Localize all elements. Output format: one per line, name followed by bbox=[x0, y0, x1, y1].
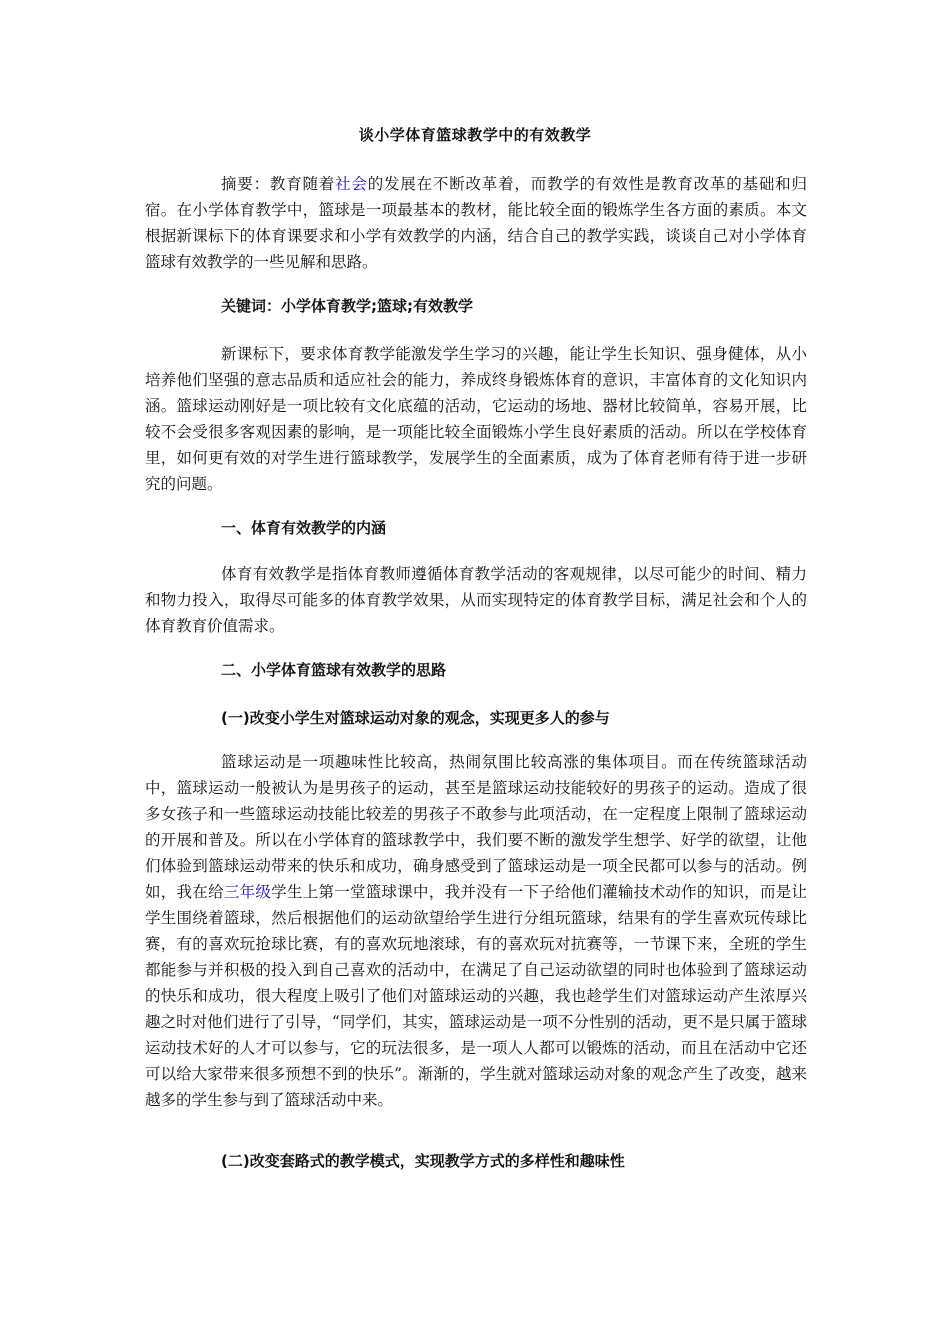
subsection1-heading: (一)改变小学生对篮球运动对象的观念，实现更多人的参与 bbox=[221, 709, 610, 727]
subsection1-text-start: 篮球运动是一项趣味性比较高，热闹氛围比较高涨的集体项目。而在传统篮球活动中，篮球运动一般被认为是男孩子的运动，甚至是篮球运动技能较好的男孩子的运动。造成了很多女孩子和一些篮球运动技能比较差的男孩子不敢参与此项活动，在一定程度上限制了篮球运动的开展和普及。所以在小学体育的篮球教学中，我们要不断的激发学生想学、好学的欲望，让他们体验到篮球运动带来的快乐和成功，确身感受到了篮球运动是一项全民都可以参与的活动。例如，我在给 bbox=[145, 753, 807, 901]
subsection2-heading: (二)改变套路式的教学模式，实现教学方式的多样性和趣味性 bbox=[221, 1152, 625, 1170]
subsection1-paragraph bbox=[145, 749, 807, 1113]
abstract-text-start: 摘要：教育随着 bbox=[221, 175, 336, 193]
grade3-link[interactable]: 三年级 bbox=[223, 883, 272, 901]
section1-paragraph: 体育有效教学是指体育教师遵循体育教学活动的客观规律，以尽可能少的时间、精力和物力投入，取得尽可能多的体育教学效果，从而实现特定的体育教学目标，满足社会和个人的体育教育价值需求。 bbox=[145, 565, 807, 635]
intro-paragraph: 新课标下，要求体育教学能激发学生学习的兴趣，能让学生长知识、强身健体，从小培养他们坚强的意志品质和适应社会的能力，养成终身锻炼体育的意识，丰富体育的文化知识内涵。篮球运动刚好是一项比较有文化底蕴的活动，它运动的场地、器材比较简单，容易开展，比较不会受很多客观因素的影响，是一项能比较全面锻炼小学生良好素质的活动。所以在学校体育里，如何更有效的对学生进行篮球教学，发展学生的全面素质，成为了体育老师有待于进一步研究的问题。 bbox=[145, 345, 807, 493]
subsection1-text-end: 学生上第一堂篮球课中，我并没有一下子给他们灌输技术动作的知识，而是让学生围绕着篮球，然后根据他们的运动欲望给学生进行分组玩篮球，结果有的学生喜欢玩传球比赛，有的喜欢玩抢球比赛，有的喜欢玩地滚球，有的喜欢玩对抗赛等，一节课下来，全班的学生都能参与并积极的投入到自己喜欢的活动中，在满足了自己运动欲望的同时也体验到了篮球运动的快乐和成功，很大程度上吸引了他们对篮球运动的兴趣，我也趁学生们对篮球运动产生浓厚兴趣之时对他们进行了引导，“同学们，其实，篮球运动是一项不分性别的活动，更不是只属于篮球运动技术好的人才可以参与，它的玩法很多，是一项人人都可以锻炼的活动，而且在活动中它还可以给大家带来很多预想不到的快乐”。渐渐的，学生就对篮球运动对象的观念产生了改变，越来越多的学生参与到了篮球活动中来。 bbox=[145, 883, 807, 1109]
document-title: 谈小学体育篮球教学中的有效教学 bbox=[358, 126, 592, 144]
abstract-paragraph bbox=[145, 171, 807, 275]
keywords: 关键词：小学体育教学;篮球;有效教学 bbox=[221, 297, 473, 315]
abstract-text-end: 的发展在不断改革着，而教学的有效性是教育改革的基础和归宿。在小学体育教学中，篮球是一项最基本的教材，能比较全面的锻炼学生各方面的素质。本文根据新课标下的体育课要求和小学有效教学的内涵，结合自己的教学实践，谈谈自己对小学体育篮球有效教学的一些见解和思路。 bbox=[145, 175, 807, 271]
section2-heading: 二、小学体育篮球有效教学的思路 bbox=[221, 661, 447, 679]
society-link[interactable]: 社会 bbox=[335, 175, 368, 193]
section1-heading: 一、体育有效教学的内涵 bbox=[221, 519, 387, 537]
